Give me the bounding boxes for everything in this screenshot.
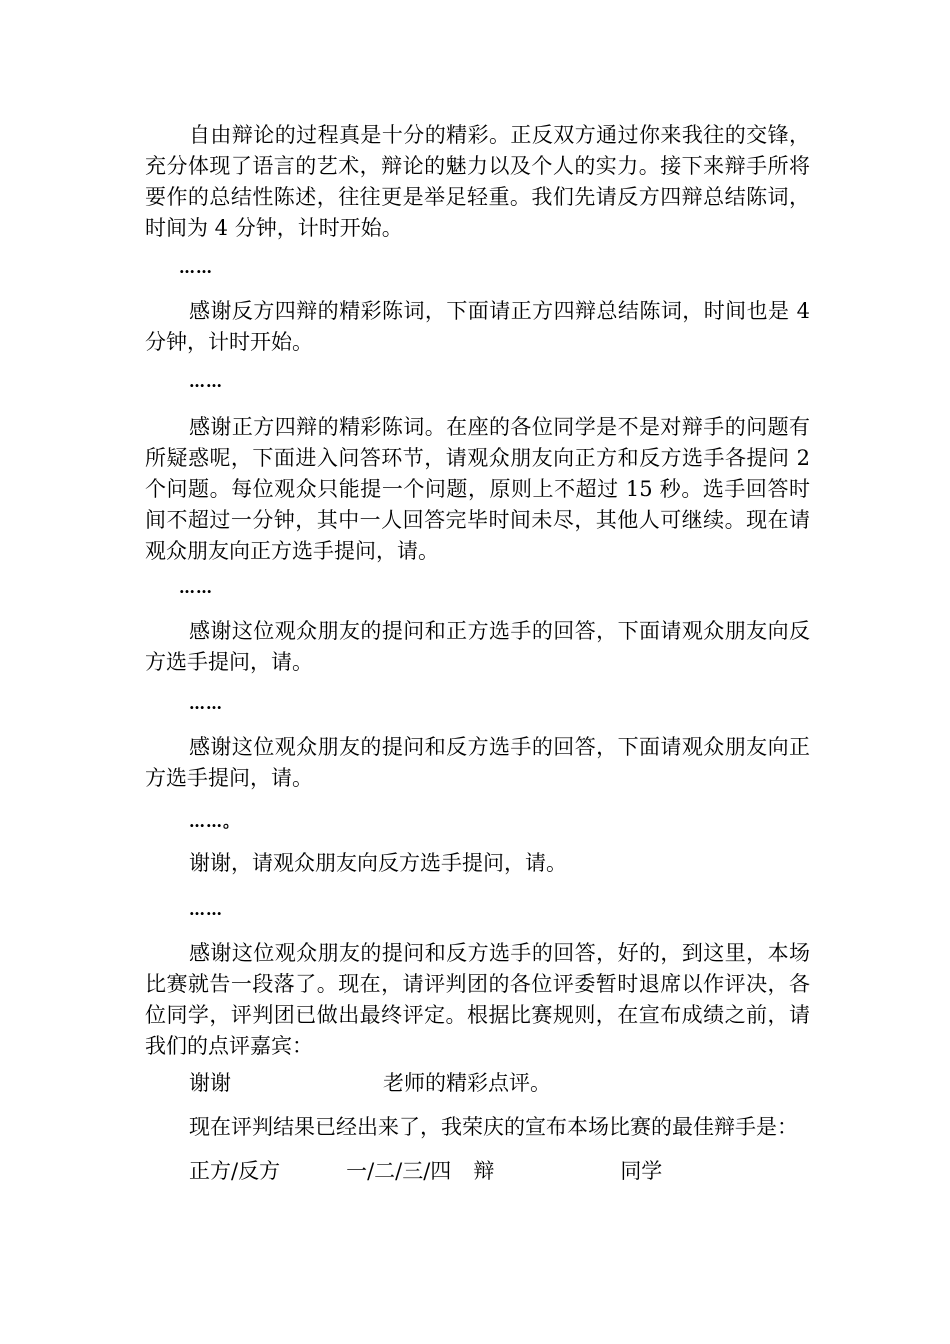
paragraph-audience-question-con: 感谢这位观众朋友的提问和正方选手的回答，下面请观众朋友向反方选手提问，请。 (145, 619, 810, 674)
award-side: 正方/反方 (189, 1159, 281, 1183)
paragraph-free-debate-summary: 自由辩论的过程真是十分的精彩。正反双方通过你来我往的交锋，充分体现了语言的艺术，辩论的魅力以及个人的实力。接下来辩手所将要作的总结性陈述，往往更是举足轻重。我们先请反方四辩总结陈词，时间为 4 分钟，计时开始。 (145, 123, 810, 240)
ellipsis-3: …… (179, 578, 213, 597)
ellipsis-5: ……。 (189, 812, 241, 831)
award-student: 同学 (620, 1159, 663, 1183)
thanks-suffix: 老师的精彩点评。 (383, 1071, 551, 1095)
best-debater-line (145, 1156, 854, 1187)
ellipsis-1: …… (179, 258, 213, 277)
paragraph-judges-deliberation: 感谢这位观众朋友的提问和反方选手的回答，好的，到这里，本场比赛就告一段落了。现在，请评判团的各位评委暂时退席以作评决，各位同学，评判团已做出最终评定。根据比赛规则，在宣布成绩之前，请我们的点评嘉宾： (145, 941, 810, 1058)
ellipsis-2: …… (189, 372, 223, 391)
thanks-prefix: 谢谢 (189, 1071, 231, 1095)
ellipsis-6: …… (189, 900, 223, 919)
result-announcement: 现在评判结果已经出来了，我荣庆的宣布本场比赛的最佳辩手是： (189, 1115, 798, 1139)
award-debater: 辩 (473, 1159, 495, 1183)
ellipsis-4: …… (189, 694, 223, 713)
paragraph-qa-session: 感谢正方四辩的精彩陈词。在座的各位同学是不是对辩手的问题有所疑惑呢，下面进入问答环节，请观众朋友向正方和反方选手各提问 2 个问题。每位观众只能提一个问题，原则上不超过 15 秒。选手回答时间不超过一分钟，其中一人回答完毕时间未尽，其他人可继续。现在请观众朋友向正方选手提问，请。 (145, 415, 810, 563)
paragraph-pro-fourth-speaker: 感谢反方四辩的精彩陈词，下面请正方四辩总结陈词，时间也是 4 分钟，计时开始。 (145, 299, 810, 354)
award-position: 一/二/三/四 (346, 1159, 452, 1183)
thanks-teacher-line (145, 1068, 854, 1099)
paragraph-thanks-question-con: 谢谢，请观众朋友向反方选手提问，请。 (189, 851, 567, 875)
paragraph-audience-question-pro: 感谢这位观众朋友的提问和反方选手的回答，下面请观众朋友向正方选手提问，请。 (145, 735, 810, 790)
